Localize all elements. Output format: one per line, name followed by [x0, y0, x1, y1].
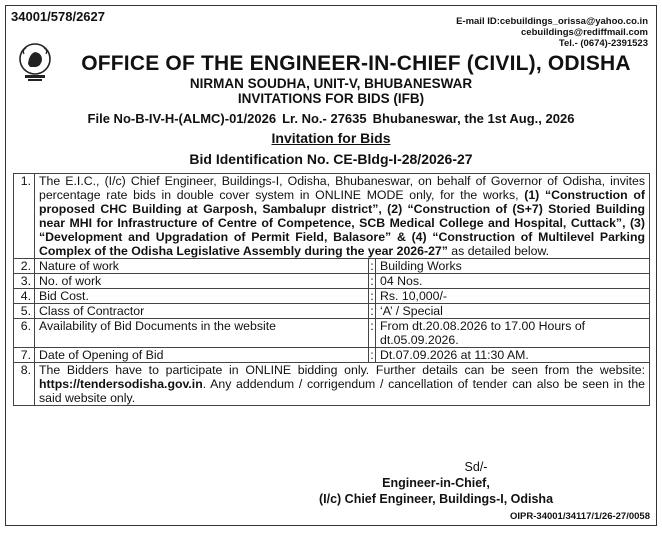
ifb-notice — [5, 5, 657, 526]
bid-details-table — [13, 173, 650, 406]
notice-subtitle: INVITATIONS FOR BIDS (IFB) — [237, 91, 425, 106]
row-label: Availability of Bid Documents in the website — [35, 319, 369, 348]
issue-date: Bhubaneswar, the 1st Aug., 2026 — [372, 111, 575, 126]
table-row: 6. Availability of Bid Documents in the website : From dt.20.08.2026 to 17.00 Hours of dt.05.09.2026. — [14, 319, 650, 348]
tender-website-link[interactable]: https://tendersodisha.gov.in — [39, 377, 203, 391]
office-title: OFFICE OF THE ENGINEER-IN-CHIEF (CIVIL), ODISHA — [81, 52, 631, 75]
row-label: Date of Opening of Bid — [35, 348, 369, 363]
row-value: Dt.07.09.2026 at 11:30 AM. — [376, 348, 650, 363]
contact-block — [456, 16, 648, 49]
invitation-title: Invitation for Bids — [271, 130, 391, 146]
letter-number: Lr. No.- 27635 — [282, 111, 367, 126]
email-primary: E-mail ID:cebuildings_orissa@yahoo.co.in — [456, 16, 648, 27]
signature-sd: Sd/- — [464, 460, 488, 474]
row-value: Building Works — [376, 259, 650, 274]
table-row: 4. Bid Cost. : Rs. 10,000/- — [14, 289, 650, 304]
table-row: 7. Date of Opening of Bid : Dt.07.09.2026 at 11:30 AM. — [14, 348, 650, 363]
row-label: Nature of work — [35, 259, 369, 274]
file-line — [6, 111, 656, 126]
table-row: 5. Class of Contractor : ‘A’ / Special — [14, 304, 650, 319]
works-list: (1) “Construction of proposed CHC Building at Garposh, Sambalupr district”, (2) “Construction of (S+7) Storied Building near MHI for Infrastructure of Centre of Competence, SCB Medical College and Hospital, Cuttack”, (3) “Development and Upgradation of Permit Field, Balasore” & (4) “Construction of Multilevel Parking Complex of the Odisha Legislative Assembly during the year 2026-27” — [39, 188, 645, 258]
office-address: NIRMAN SOUDHA, UNIT-V, BHUBANESWAR — [189, 76, 473, 91]
bidding-instructions: The Bidders have to participate in ONLINE bidding only. Further details can be seen from the website: https://tendersodisha.gov.in. Any addendum / corrigendum / cancellation of tender can also be seen in the said website only. — [35, 363, 650, 406]
row-label: Class of Contractor — [35, 304, 369, 319]
signatory-title: Engineer-in-Chief, — [382, 476, 490, 490]
bid-identification: Bid Identification No. CE-Bldg-I-28/2026-27 — [189, 151, 473, 167]
file-number: File No-B-IV-H-(ALMC)-01/2026 — [87, 111, 277, 126]
table-row: 2. Nature of work : Building Works — [14, 259, 650, 274]
table-row — [14, 174, 650, 259]
row-label: Bid Cost. — [35, 289, 369, 304]
row-value: From dt.20.08.2026 to 17.00 Hours of dt.05.09.2026. — [376, 319, 650, 348]
row-label: No. of work — [35, 274, 369, 289]
row-value: Rs. 10,000/- — [376, 289, 650, 304]
row-value: ‘A’ / Special — [376, 304, 650, 319]
works-description: The E.I.C., (I/c) Chief Engineer, Buildings-I, Odisha, Bhubaneswar, on behalf of Governor of Odisha, invites percentage rate bids in double cover system in ONLINE MODE only, for the works, (1) “Construction of proposed CHC Building at Garposh, Sambalupr district”, (2) “Construction of (S+7) Storied Building near MHI for Infrastructure of Centre of Competence, SCB Medical College and Hospital, Cuttack”, (3) “Development and Upgradation of Permit Field, Balasore” & (4) “Construction of Multilevel Parking Complex of the Odisha Legislative Assembly during the year 2026-27” as detailed below. — [35, 174, 650, 259]
table-row: 3. No. of work : 04 Nos. — [14, 274, 650, 289]
telephone: Tel.- (0674)-2391523 — [558, 38, 648, 49]
signatory-designation: (I/c) Chief Engineer, Buildings-I, Odisha — [318, 492, 554, 506]
table-row: 8. The Bidders have to participate in ONLINE bidding only. Further details can be seen from the website: https://tendersodisha.gov.in. Any addendum / corrigendum / cancellation of tender can also be seen in the said website only. — [14, 363, 650, 406]
oipr-number: OIPR-34001/34117/1/26-27/0058 — [510, 511, 650, 522]
reference-number: 34001/578/2627 — [11, 9, 105, 24]
row-number: 1. — [14, 174, 35, 259]
email-secondary: cebuildings@rediffmail.com — [521, 27, 648, 38]
row-value: 04 Nos. — [376, 274, 650, 289]
